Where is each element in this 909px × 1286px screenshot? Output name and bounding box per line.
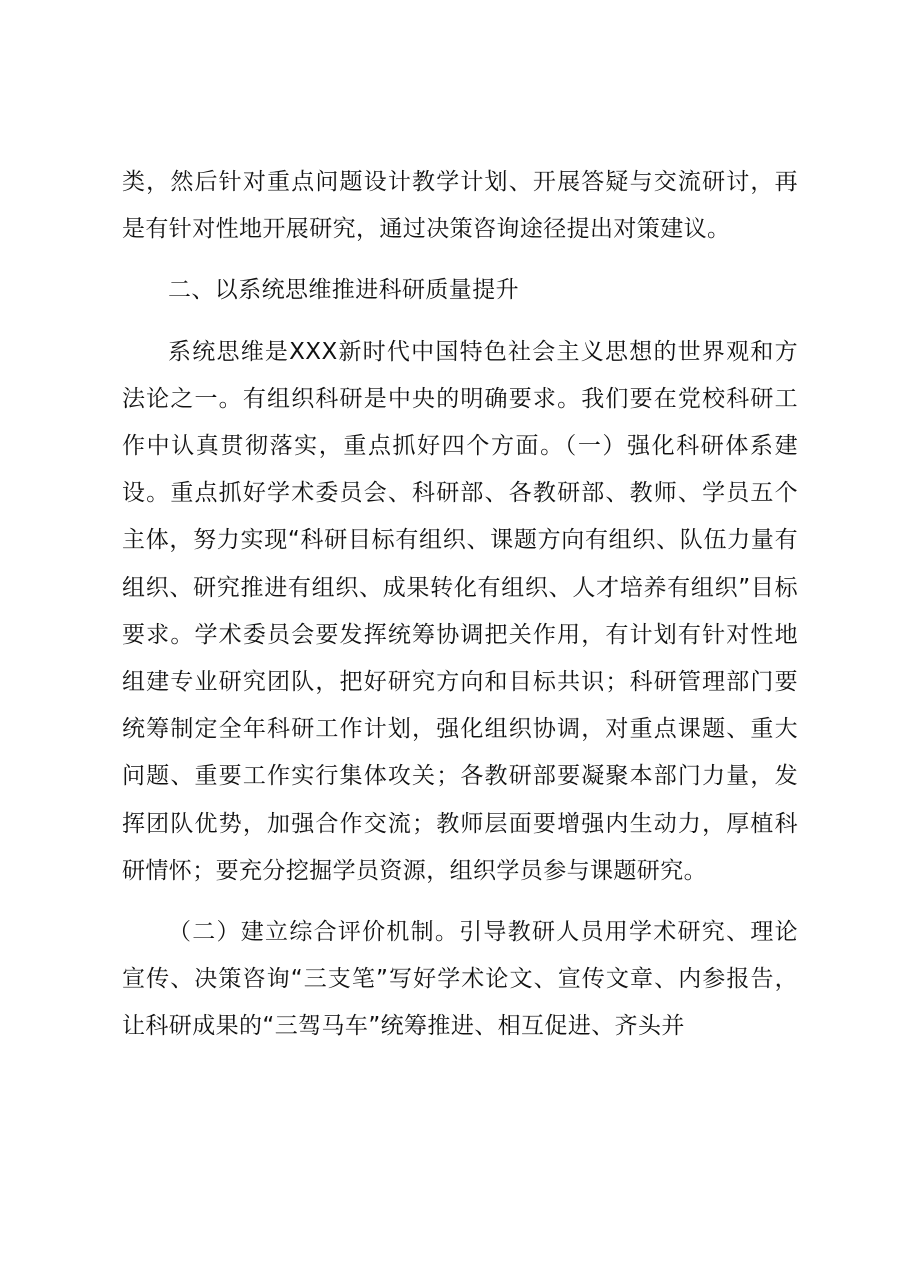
document-body bbox=[122, 159, 798, 1051]
paragraph-continuation: 类，然后针对重点问题设计教学计划、开展答疑与交流研讨，再是有针对性地开展研究，通过决策咨询途径提出对策建议。 bbox=[122, 169, 798, 243]
section-heading: 二、以系统思维推进科研质量提升 bbox=[168, 277, 519, 304]
paragraph-evaluation-mechanism: （二）建立综合评价机制。引导教研人员用学术研究、理论宣传、决策咨询“三支笔”写好学术论文、宣传文章、内参报告，让科研成果的“三驾马车”统筹推进、相互促进、齐头并 bbox=[122, 919, 798, 1040]
paragraph-system-thinking: 系统思维是XXX新时代中国特色社会主义思想的世界观和方法论之一。有组织科研是中央的明确要求。我们要在党校科研工作中认真贯彻落实，重点抓好四个方面。（一）强化科研体系建设。重点抓好学术委员会、科研部、各教研部、教师、学员五个主体，努力实现“科研目标有组织、课题方向有组织、队伍力量有组织、研究推进有组织、成果转化有组织、人才培养有组织”目标要求。学术委员会要发挥统筹协调把关作用，有计划有针对性地组建专业研究团队，把好研究方向和目标共识；科研管理部门要统筹制定全年科研工作计划，强化组织协调，对重点课题、重大问题、重要工作实行集体攻关；各教研部要凝聚本部门力量，发挥团队优势，加强合作交流；教师层面要增强内生动力，厚植科研情怀；要充分挖掘学员资源，组织学员参与课题研究。 bbox=[122, 338, 798, 884]
